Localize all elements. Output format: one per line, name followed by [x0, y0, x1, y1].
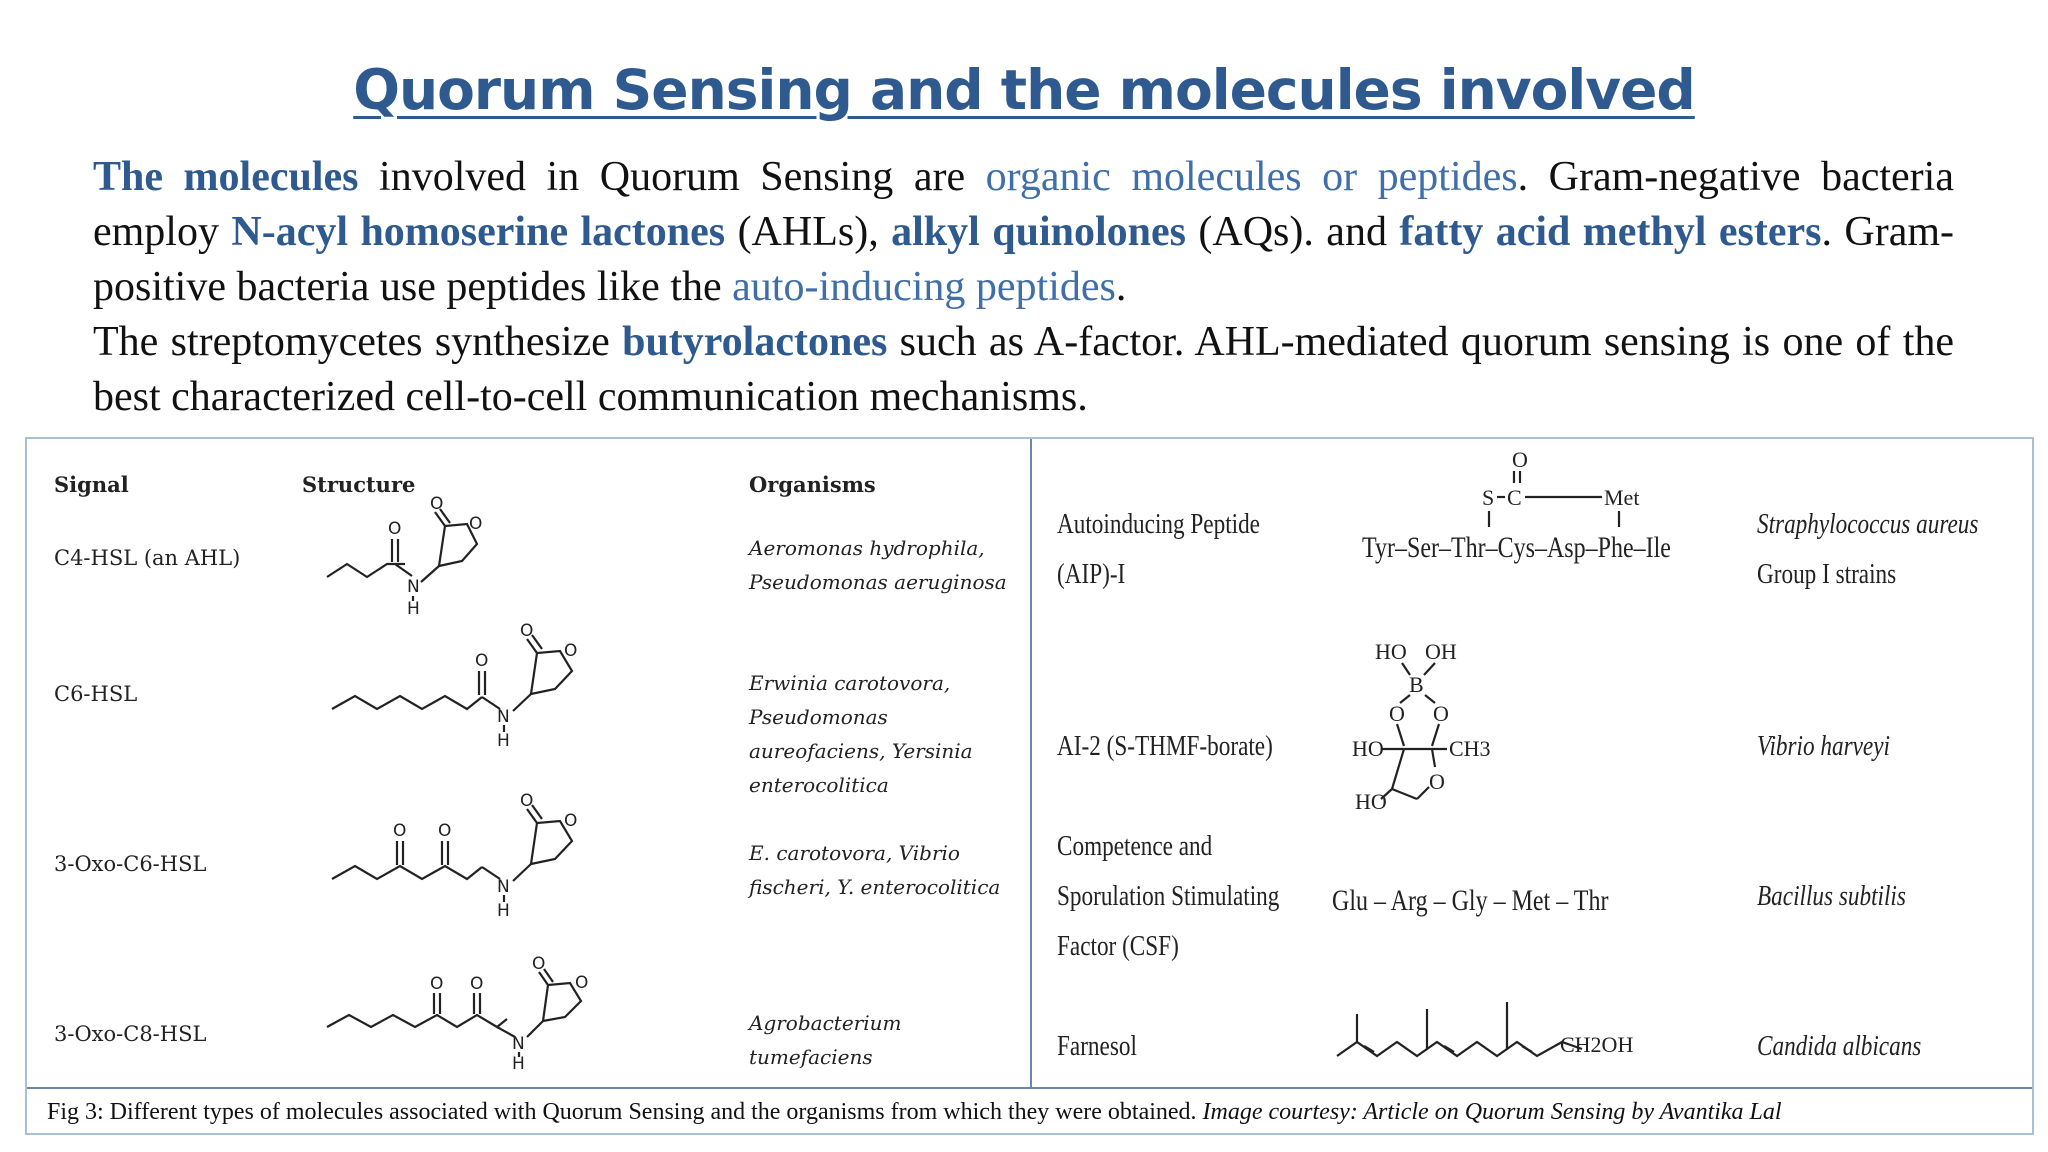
atom-label: HO [1375, 639, 1407, 664]
atom-label: O [469, 514, 483, 534]
header-organisms: Organisms [749, 472, 876, 497]
structure-3-oxo-c8-hsl [327, 954, 637, 1074]
text-segment: organic molecules or peptides [985, 154, 1518, 200]
figure-caption [47, 1099, 1782, 1126]
signal-line: AI-2 (S-THMF-borate) [1057, 730, 1273, 762]
atom-label: O [470, 974, 484, 994]
atom-label: O [520, 791, 534, 811]
header-structure: Structure [302, 472, 416, 497]
text-segment: N-acyl homoserine lactones [231, 209, 726, 255]
signal-3-oxo-c8-hsl: 3-Oxo-C8-HSL [54, 1022, 207, 1046]
caption-credit: Image courtesy: Article on Quorum Sensing by Avantika Lal [1202, 1099, 1782, 1125]
atom-label: O [520, 621, 534, 641]
signal-c4-hsl: C4-HSL (an AHL) [54, 546, 241, 570]
organism-line: aureofaciens, Yersinia [749, 739, 973, 763]
organism-line: E. carotovora, Vibrio [749, 841, 960, 865]
text-segment: such as A-factor. AHL-mediated quorum sensing is one of the best characterized cell-to-cell communication mechanisms. [93, 319, 1954, 420]
atom-label: N [407, 577, 420, 597]
atom-label: O [1389, 701, 1405, 726]
text-segment: (AHLs), [725, 209, 892, 255]
text-segment: butyrolactones [622, 319, 888, 365]
signal-line: Competence and [1057, 830, 1213, 862]
atom-label: OH [1425, 639, 1457, 664]
signal-line: Factor (CSF) [1057, 930, 1179, 962]
structure-aip-sequence: Tyr–Ser–Thr–Cys–Asp–Phe–Ile [1362, 531, 1671, 564]
organism-line: Erwinia carotovora, [749, 671, 951, 695]
organism-line: fischeri, Y. enterocolitica [749, 875, 1001, 899]
structure-csf-sequence: Glu – Arg – Gly – Met – Thr [1332, 884, 1609, 917]
organism-line: Agrobacterium [749, 1011, 902, 1035]
structure-ai-2 [1347, 639, 1547, 814]
atom-label: S [1482, 485, 1495, 510]
text-segment: fatty acid methyl esters [1399, 209, 1822, 255]
figure-3-table [25, 437, 2034, 1135]
organism-line: tumefaciens [749, 1045, 873, 1069]
signal-farnesol [1057, 1021, 1137, 1071]
text-segment: auto-inducing peptides [732, 264, 1116, 310]
organisms-3-oxo-c8-hsl [749, 1006, 1009, 1074]
text-segment: . Gram-negative bacteria employ [93, 154, 1954, 255]
signal-3-oxo-c6-hsl: 3-Oxo-C6-HSL [54, 852, 207, 876]
signal-ai-2 [1057, 721, 1273, 771]
atom-label: CH2OH [1560, 1032, 1634, 1057]
atom-label: O [575, 973, 589, 993]
text-segment: involved in Quorum Sensing are [358, 154, 986, 200]
signal-line: Farnesol [1057, 1030, 1137, 1062]
text-segment: . [1115, 264, 1127, 310]
text-segment: . Gram-positive bacteria use peptides like the [93, 209, 1954, 310]
text-segment: alkyl quinolones [891, 209, 1186, 255]
slide-title: Quorum Sensing and the molecules involved [353, 58, 1695, 122]
streptomycetes-paragraph [93, 315, 1954, 425]
signal-csf [1057, 821, 1279, 971]
atom-label: H [497, 731, 510, 751]
caption-divider [27, 1087, 2032, 1089]
organisms-c6-hsl [749, 666, 1009, 802]
organisms-aip-i [1757, 499, 1978, 599]
text-segment: The molecules [93, 154, 359, 200]
organism-line: Aeromonas hydrophila, [749, 536, 985, 560]
organism-line: enterocolitica [749, 773, 889, 797]
atom-label: HO [1355, 789, 1387, 814]
organisms-farnesol: Candida albicans [1757, 1030, 1922, 1062]
organism-line: Pseudomonas aeruginosa [749, 570, 1007, 594]
structure-farnesol [1332, 994, 1632, 1064]
atom-label: HO [1352, 736, 1384, 761]
organisms-c4-hsl [749, 531, 1009, 599]
signal-line: (AIP)-I [1057, 558, 1126, 590]
organisms-3-oxo-c6-hsl [749, 836, 1009, 904]
atom-label: O [1429, 769, 1445, 794]
intro-paragraph [93, 150, 1954, 315]
text-segment: The streptomycetes synthesize [93, 319, 623, 365]
atom-label: C [1507, 485, 1522, 510]
atom-label: N [497, 707, 510, 727]
atom-label: O [475, 651, 489, 671]
atom-label: H [407, 599, 420, 619]
column-divider [1030, 439, 1032, 1087]
atom-label: O [430, 494, 444, 514]
structure-c4-hsl [317, 494, 547, 619]
signal-aip-i [1057, 499, 1260, 599]
atom-label: O [564, 641, 578, 661]
organisms-csf: Bacillus subtilis [1757, 880, 1906, 912]
organisms-ai-2: Vibrio harveyi [1757, 730, 1890, 762]
atom-label: O [1433, 701, 1449, 726]
structure-aip-thiolactone [1467, 439, 1667, 529]
signal-line: Autoinducing Peptide [1057, 508, 1260, 540]
atom-label: N [512, 1034, 525, 1054]
text-segment: (AQs). and [1186, 209, 1400, 255]
atom-label: H [512, 1054, 525, 1074]
atom-label: Met [1604, 485, 1640, 510]
atom-label: B [1409, 672, 1424, 697]
atom-label: O [532, 954, 546, 974]
atom-label: O [438, 821, 452, 841]
organism-line: Straphylococcus aureus [1757, 508, 1979, 540]
atom-label: N [497, 877, 510, 897]
structure-c6-hsl [327, 621, 637, 751]
atom-label: O [388, 519, 402, 539]
atom-label: O [393, 821, 407, 841]
organism-line: Pseudomonas [749, 705, 888, 729]
caption-text: Fig 3: Different types of molecules associated with Quorum Sensing and the organisms from which they were obtained. [47, 1099, 1203, 1125]
structure-3-oxo-c6-hsl [327, 791, 637, 921]
atom-label: O [430, 974, 444, 994]
atom-label: H [497, 901, 510, 921]
atom-label: O [564, 811, 578, 831]
organism-line: Group I strains [1757, 558, 1897, 590]
atom-label: CH3 [1449, 736, 1491, 761]
header-signal: Signal [54, 472, 129, 497]
signal-c6-hsl: C6-HSL [54, 682, 138, 706]
signal-line: Sporulation Stimulating [1057, 880, 1280, 912]
atom-label: O [1512, 447, 1528, 472]
